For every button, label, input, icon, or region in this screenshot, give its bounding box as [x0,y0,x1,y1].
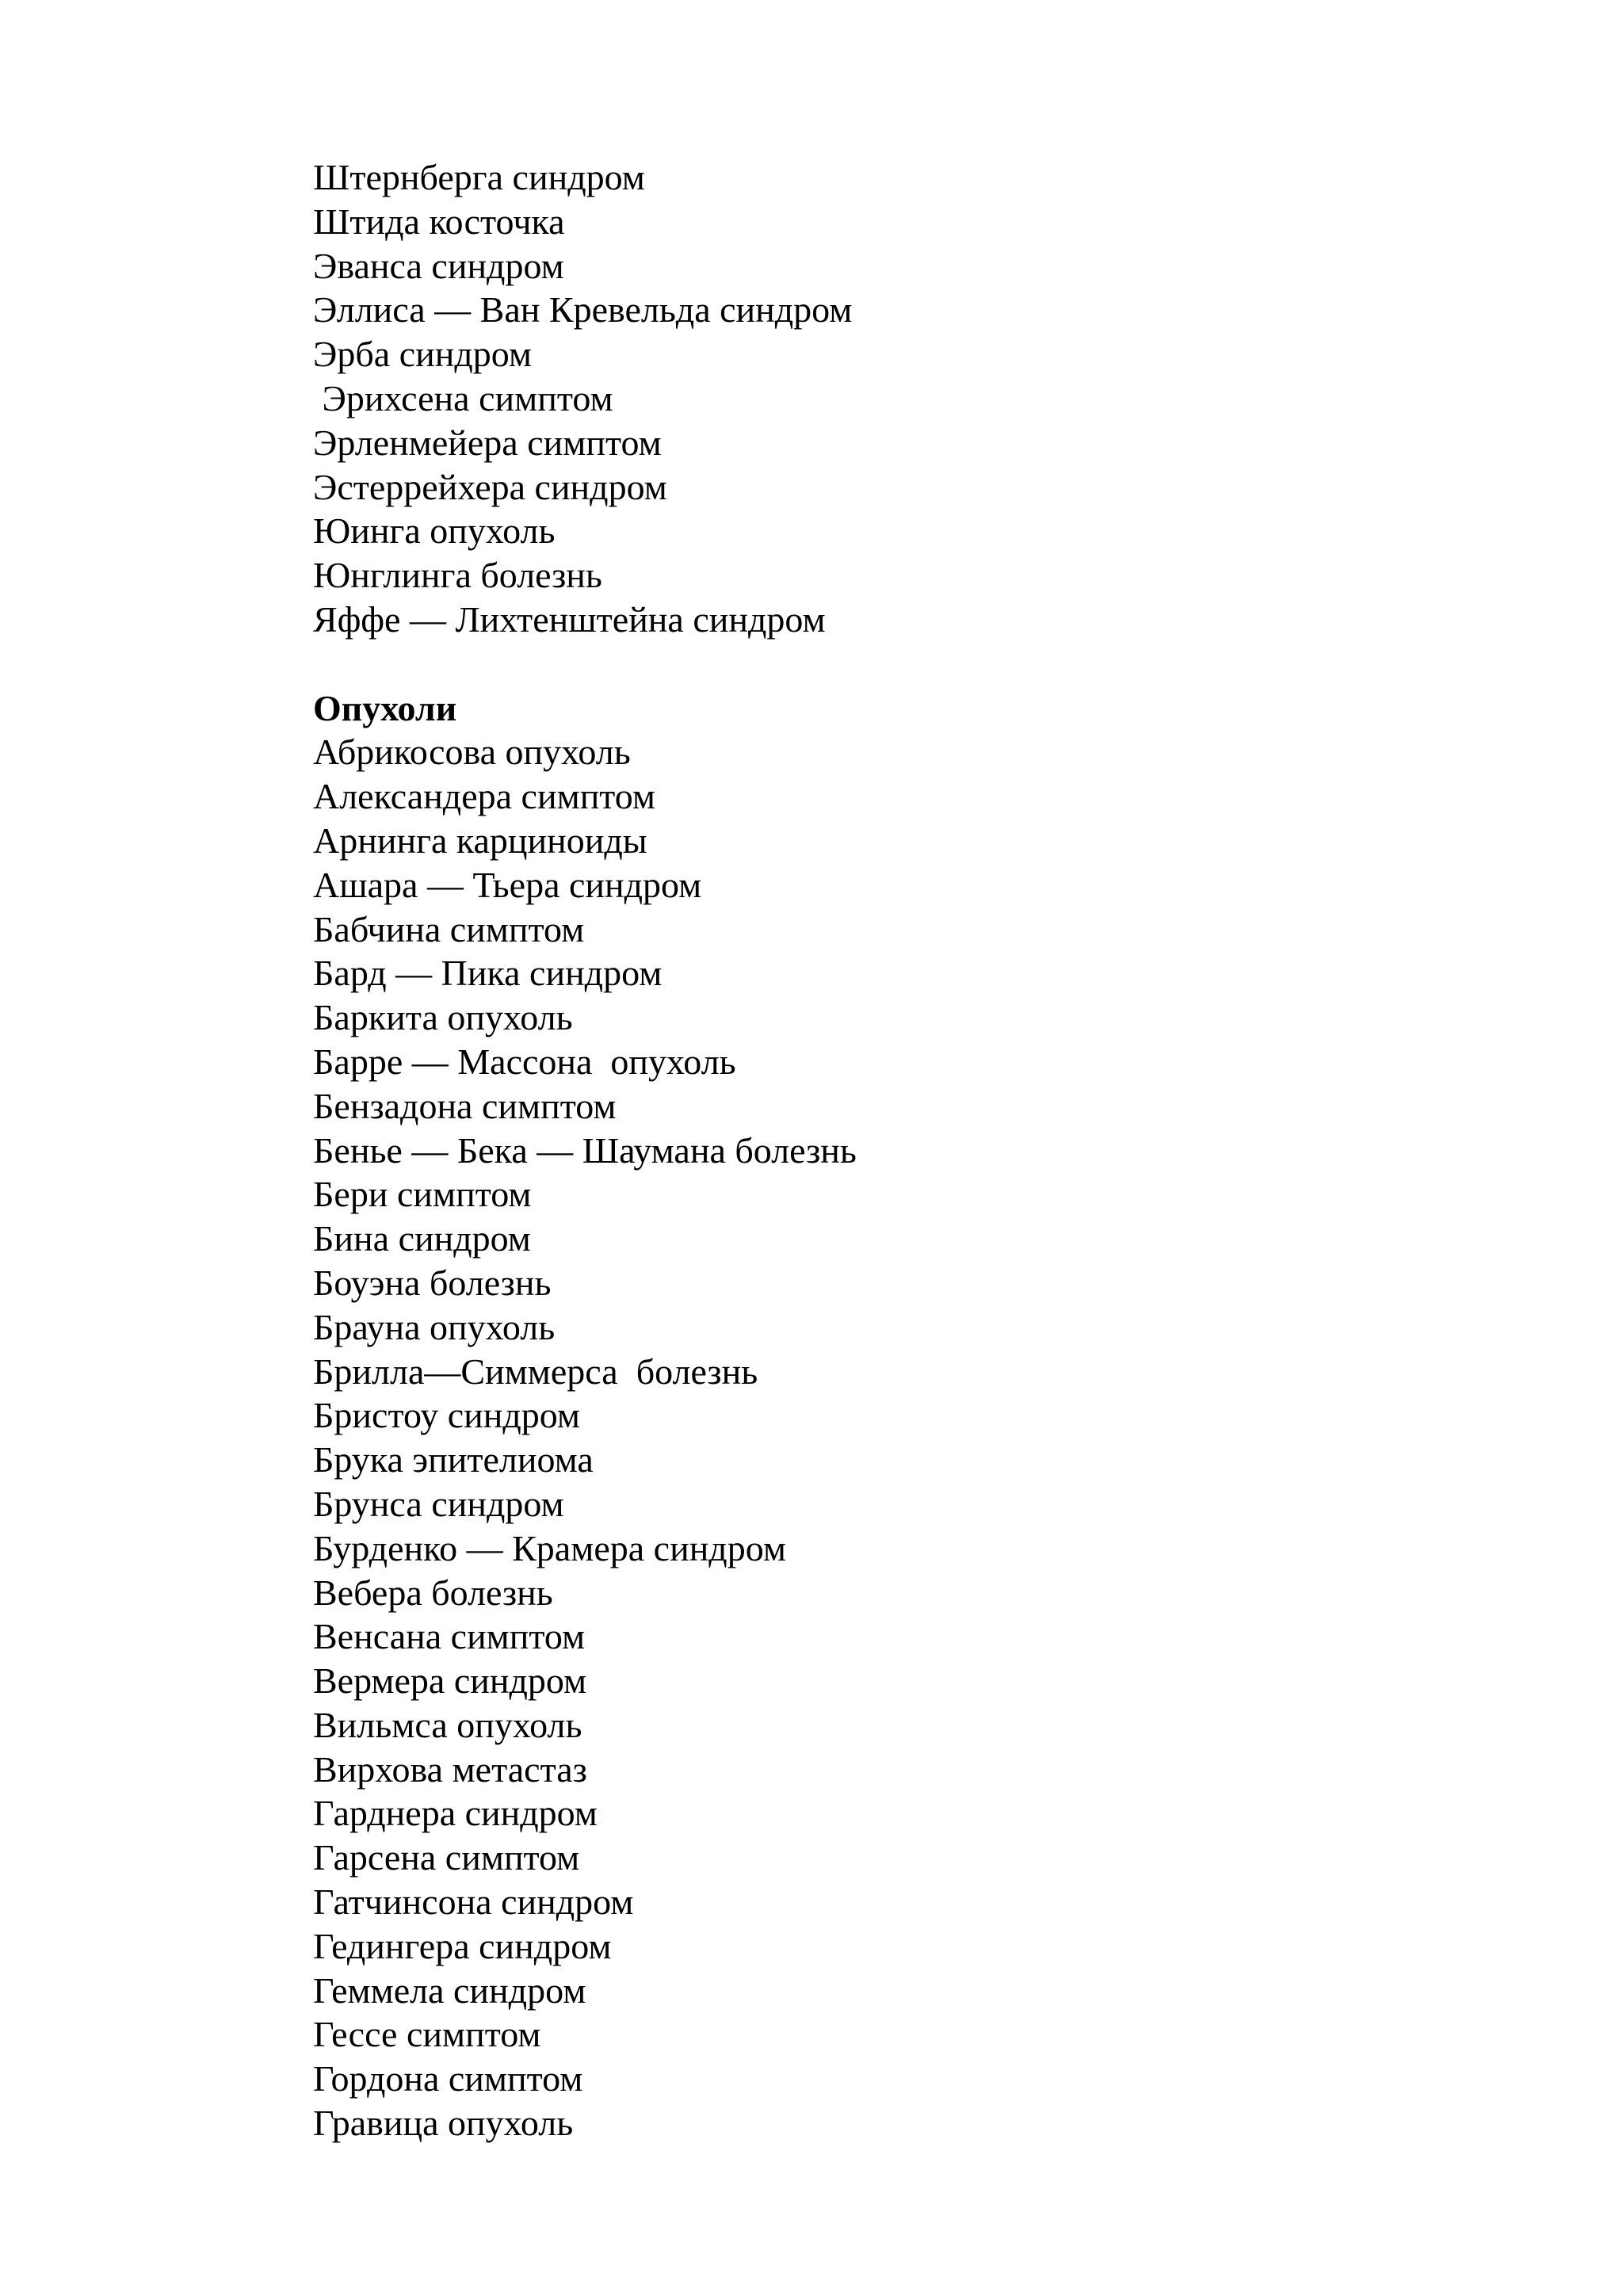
list-item: Гарсена симптом [313,1837,580,1878]
section-gap [313,642,1502,686]
list-item: Штернберга синдром [313,157,645,197]
list-item: Барре — Массона опухоль [313,1041,736,1082]
list-item: Баркита опухоль [313,997,573,1038]
list-item: Бард — Пика синдром [313,953,663,994]
list-item: Бенье — Бека — Шаумана болезнь [313,1129,857,1171]
list-item: Вермера синдром [313,1660,587,1702]
list-item: Бабчина симптом [313,908,585,949]
list-item: Эрба синдром [313,334,532,375]
list-item: Яффе — Лихтенштейна синдром [313,598,826,640]
continued-entries-list [313,155,1502,642]
section-entries-list [313,730,1502,2145]
list-item: Гессе симптом [313,2014,541,2055]
list-item: Гатчинсона синдром [313,1881,634,1923]
list-item: Ашара — Тьера синдром [313,864,702,905]
list-item: Юинга опухоль [313,510,556,552]
list-item: Бурденко — Крамера синдром [313,1527,786,1568]
list-item: Вильмса опухоль [313,1704,582,1745]
term-list [313,155,1502,2145]
list-item: Брауна опухоль [313,1306,556,1347]
section-heading: Опухоли [313,687,457,728]
list-item: Брилла—Симмерса болезнь [313,1350,758,1392]
list-item: Юнглинга болезнь [313,555,602,596]
list-item: Венсана симптом [313,1616,586,1657]
list-item: Геммела синдром [313,1969,586,2011]
list-item: Гедингера синдром [313,1925,612,1966]
list-item: Бензадона симптом [313,1085,617,1126]
list-item: Гарднера синдром [313,1793,598,1834]
list-item: Гравица опухоль [313,2103,574,2144]
list-item: Брука эпителиома [313,1439,594,1480]
list-item: Вирхова метастаз [313,1748,587,1790]
list-item: Арнинга карциноиды [313,819,647,861]
list-item: Боуэна болезнь [313,1262,552,1303]
list-item: Гордона симптом [313,2058,583,2099]
list-item: Александера симптом [313,776,656,817]
list-item: Эванса синдром [313,245,564,286]
list-item: Эстеррейхера синдром [313,466,667,507]
list-item: Бери симптом [313,1174,532,1215]
list-item: Абрикосова опухоль [313,732,631,773]
list-item: Брунса синдром [313,1483,564,1524]
list-item: Эрленмейера симптом [313,422,662,463]
list-item: Бина синдром [313,1218,531,1259]
list-item: Вебера болезнь [313,1572,553,1613]
list-item: Штида косточка [313,201,565,242]
list-item: Бристоу синдром [313,1395,580,1436]
list-item: Эрихсена симптом [313,377,613,418]
list-item: Эллиса — Ван Кревельда синдром [313,289,853,330]
